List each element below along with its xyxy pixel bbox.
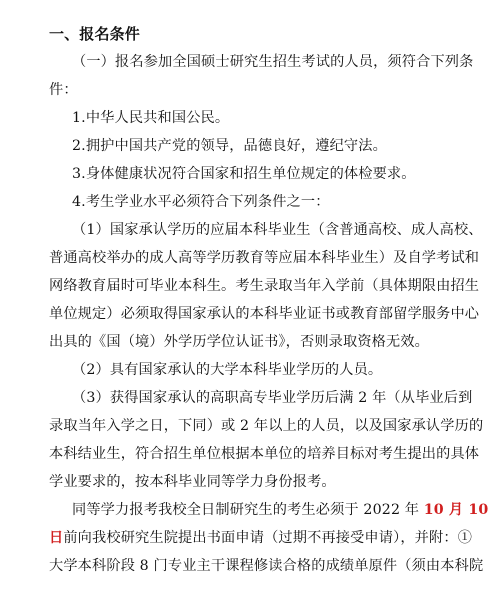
deadline-date: 10 月 10 <box>423 502 488 518</box>
condition-3: 3.身体健康状况符合国家和招生单位规定的体检要求。 <box>72 166 416 182</box>
sub1-line-5: 出具的《国（境）外学历学位认证书》，否则录取资格无效。 <box>49 334 430 350</box>
condition-1: 1.中华人民共和国公民。 <box>72 110 230 126</box>
sub1-line-4: 单位规定）必须取得国家承认的本科毕业证书或教育部留学服务中心 <box>49 306 480 322</box>
sub1-line-2: 普通高校举办的成人高等学历教育等应届本科毕业生）及自学考试和 <box>49 250 480 266</box>
section-heading: 一、报名条件 <box>49 25 140 43</box>
condition-2: 2.拥护中国共产党的领导，品德良好，遵纪守法。 <box>72 138 387 154</box>
deadline-day: 日 <box>49 530 64 546</box>
equivalent-line-2 <box>49 528 472 548</box>
sub1-line-3: 网络教育届时可毕业本科生。考生录取当年入学前（具体期限由招生 <box>49 278 480 294</box>
sub1-line-1: （1）国家承认学历的应届本科毕业生（含普通高校、成人高校、 <box>72 222 483 238</box>
sub3-line-4: 学业要求的，按本科毕业同等学力身份报考。 <box>49 474 336 490</box>
equivalent-line-3-text: 大学本科阶段 8 门专业主干课程修读合格的成绩单原件（须由本科院 <box>49 558 484 574</box>
equivalent-line-1-text: 同等学力报考我校全日制研究生的考生必须于 2022 年 <box>72 502 424 518</box>
equivalent-line-2-text: 前向我校研究生院提出书面申请（过期不再接受申请），并附：① <box>63 530 473 546</box>
intro-line-1: （一）报名参加全国硕士研究生招生考试的人员，须符合下列条 <box>72 54 474 70</box>
sub3-line-2: 录取当年入学之日，下同）或 2 年以上的人员，以及国家承认学历的 <box>49 418 484 434</box>
intro-line-2: 件： <box>49 82 78 98</box>
sub2-line-1: （2）具有国家承认的大学本科毕业学历的人员。 <box>72 362 383 378</box>
condition-4: 4.考生学业水平必须符合下列条件之一： <box>72 194 330 210</box>
equivalent-line-1 <box>72 500 488 520</box>
equivalent-line-3 <box>49 556 483 576</box>
sub3-line-3: 本科结业生，符合招生单位根据本单位的培养目标对考生提出的具体 <box>49 446 480 462</box>
sub3-line-1: （3）获得国家承认的高职高专毕业学历后满 2 年（从毕业后到 <box>72 390 473 406</box>
